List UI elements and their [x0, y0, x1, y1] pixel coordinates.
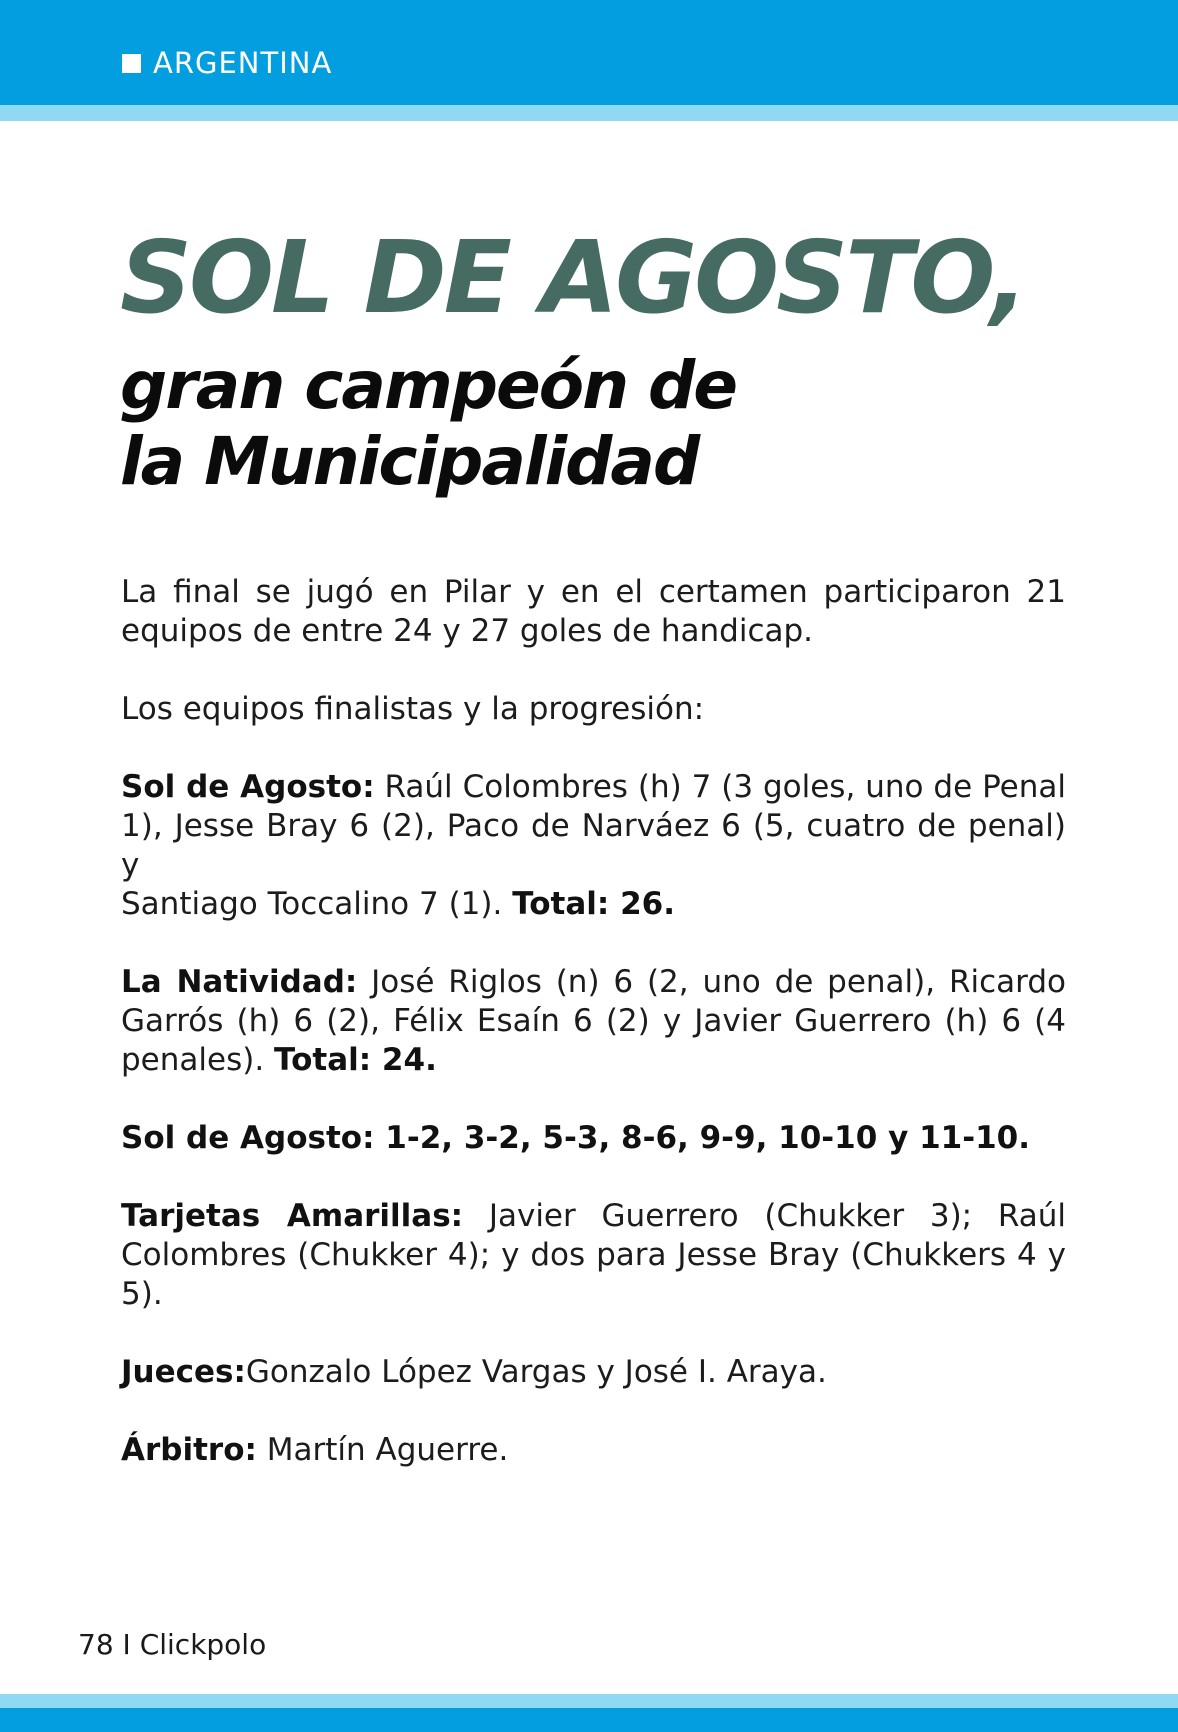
footer-bar [0, 1708, 1178, 1732]
team-total: Total: 24. [274, 1042, 437, 1078]
judges-label: Jueces: [121, 1354, 246, 1390]
team-lineup-text: penales). [121, 1042, 275, 1078]
referee-paragraph [121, 1431, 1066, 1470]
score-progression [121, 1119, 1066, 1158]
referee-label: Árbitro: [121, 1432, 257, 1468]
subheadline-line: gran campeón de [120, 347, 737, 424]
team-lineup-text: José Riglos (n) 6 (2, uno de penal), Ricardo [357, 964, 1066, 1000]
yellow-cards-text: Colombres (Chukker 4); y dos para Jesse Bray (Chukkers 4 y [121, 1237, 1066, 1273]
team-lineup-text: 1), Jesse Bray 6 (2), Paco de Narváez 6 (5, cuatro de penal) y [121, 808, 1066, 883]
headline: SOL DE AGOSTO, [120, 219, 1026, 336]
header-stripe [0, 105, 1178, 121]
yellow-cards-text: 5). [121, 1276, 163, 1312]
team-paragraph-sol-de-agosto [121, 768, 1066, 924]
subheadline-line: la Municipalidad [120, 423, 699, 500]
team-name: Sol de Agosto: [121, 769, 375, 805]
score-progression-text: Sol de Agosto: 1-2, 3-2, 5-3, 8-6, 9-9, 10-10 y 11-10. [121, 1120, 1031, 1156]
team-lineup-text: Raúl Colombres (h) 7 (3 goles, uno de Penal [374, 769, 1066, 805]
intro-paragraph [121, 573, 1066, 651]
referee-text: Martín Aguerre. [256, 1432, 509, 1468]
yellow-cards-text: Javier Guerrero (Chukker 3); Raúl [463, 1198, 1066, 1234]
article-body [121, 573, 1066, 1509]
page-footer: 78 I Clickpolo [78, 1628, 267, 1661]
section-label [122, 46, 332, 80]
finalists-intro: Los equipos finalistas y la progresión: [121, 691, 705, 727]
subheadline [120, 348, 736, 500]
team-lineup-text: Santiago Toccalino 7 (1). [121, 886, 513, 922]
judges-paragraph [121, 1353, 1066, 1392]
footer-stripe [0, 1694, 1178, 1708]
team-total: Total: 26. [512, 886, 675, 922]
team-name: La Natividad: [121, 964, 358, 1000]
yellow-cards-paragraph [121, 1197, 1066, 1314]
section-name: ARGENTINA [153, 46, 333, 80]
yellow-cards-label: Tarjetas Amarillas: [121, 1198, 464, 1234]
team-paragraph-la-natividad [121, 963, 1066, 1080]
intro-line: equipos de entre 24 y 27 goles de handicap. [121, 613, 814, 649]
judges-text: Gonzalo López Vargas y José I. Araya. [245, 1354, 827, 1390]
square-bullet-icon [122, 54, 141, 73]
team-lineup-text: Garrós (h) 6 (2), Félix Esaín 6 (2) y Javier Guerrero (h) 6 (4 [121, 1003, 1066, 1039]
intro-line: La final se jugó en Pilar y en el certamen participaron 21 [121, 574, 1066, 610]
